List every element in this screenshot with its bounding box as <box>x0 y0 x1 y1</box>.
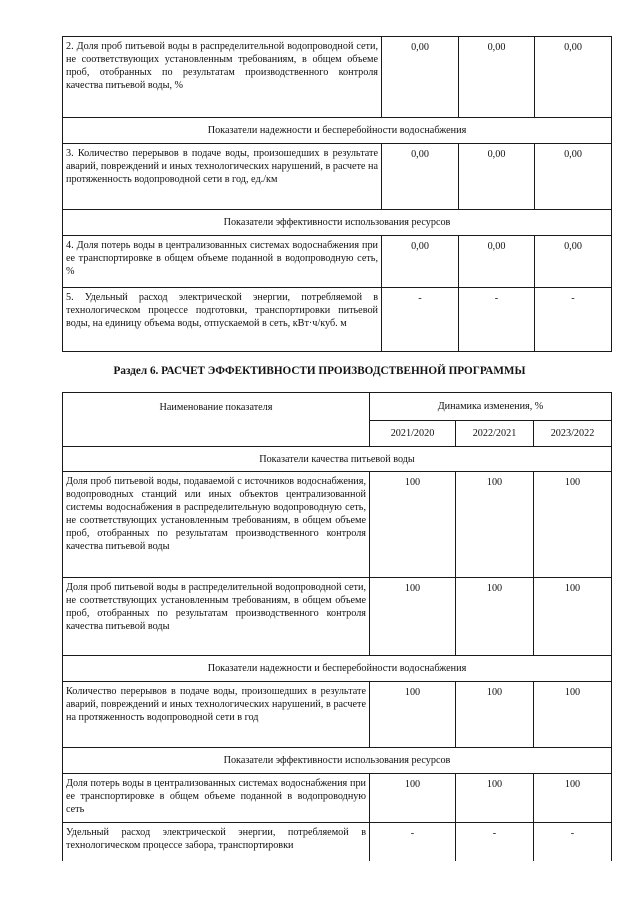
table-row <box>63 682 612 748</box>
column-header-dynamics: Динамика изменения, % <box>370 393 612 421</box>
indicator-name: 5. Удельный расход электрической энергии, потребляемой в технологическом процессе подготовки, транспортировки питьевой воды, на единицу объема воды, отпускаемой в сеть, кВт·ч/куб. м <box>63 288 382 352</box>
indicator-value: 0,00 <box>459 144 535 210</box>
table-row <box>63 37 612 118</box>
section-heading: Показатели надежности и бесперебойности водоснабжения <box>63 118 612 144</box>
section-row <box>63 210 612 236</box>
indicator-value: 0,00 <box>535 236 612 288</box>
indicator-value: 100 <box>370 682 456 748</box>
table-row <box>63 472 612 578</box>
indicator-value: 100 <box>456 578 534 656</box>
indicator-value: 100 <box>456 774 534 823</box>
table-row <box>63 144 612 210</box>
indicator-value: 0,00 <box>459 37 535 118</box>
indicator-value: 100 <box>370 472 456 578</box>
section-heading: Показатели качества питьевой воды <box>63 447 612 472</box>
indicator-value: 100 <box>456 682 534 748</box>
table-row <box>63 823 612 861</box>
indicator-value: - <box>534 823 612 861</box>
indicator-name: Доля потерь воды в централизованных системах водоснабжения при ее транспортировке в общем объеме поданной в водопроводную сеть <box>63 774 370 823</box>
year-header: 2021/2020 <box>370 421 456 447</box>
section-row <box>63 447 612 472</box>
indicator-value: - <box>456 823 534 861</box>
indicator-value: 0,00 <box>535 37 612 118</box>
indicator-name: 3. Количество перерывов в подаче воды, произошедших в результате аварий, повреждений и иных технологических нарушений, в расчете на протяженность водопроводной сети в год, ед./км <box>63 144 382 210</box>
indicator-value: 0,00 <box>535 144 612 210</box>
header-row <box>63 393 612 421</box>
indicator-value: 100 <box>534 682 612 748</box>
year-header: 2023/2022 <box>534 421 612 447</box>
indicator-value: 100 <box>370 774 456 823</box>
indicator-value: 0,00 <box>382 144 459 210</box>
section-row <box>63 118 612 144</box>
indicator-value: - <box>535 288 612 352</box>
section-heading: Показатели эффективности использования ресурсов <box>63 748 612 774</box>
indicator-name: 4. Доля потерь воды в централизованных системах водоснабжения при ее транспортировке в общем объеме поданной в водопроводную сеть, % <box>63 236 382 288</box>
indicator-value: 100 <box>370 578 456 656</box>
indicator-name: Доля проб питьевой воды в распределительной водопроводной сети, не соответствующих установленным требованиям, в общем объеме проб, отобранных по результатам производственного контроля качества питьевой воды <box>63 578 370 656</box>
indicator-name: Количество перерывов в подаче воды, произошедших в результате аварий, повреждений и иных технологических нарушений, в расчете на протяженность водопроводной сети в год <box>63 682 370 748</box>
indicator-name: Доля проб питьевой воды, подаваемой с источников водоснабжения, водопроводных станций или иных объектов централизованной системы водоснабжения в распределительную водопроводную сеть, не соответствующих установленным требованиям, в общем объеме проб, отобранных по результатам производственного контроля качества питьевой воды <box>63 472 370 578</box>
indicator-value: 0,00 <box>382 236 459 288</box>
indicator-value: 0,00 <box>382 37 459 118</box>
efficiency-table <box>62 392 612 861</box>
table-row <box>63 288 612 352</box>
section-heading: Показатели надежности и бесперебойности водоснабжения <box>63 656 612 682</box>
indicator-value: - <box>459 288 535 352</box>
indicator-value: - <box>382 288 459 352</box>
column-header-name: Наименование показателя <box>63 393 370 447</box>
indicator-value: 100 <box>456 472 534 578</box>
indicator-name: 2. Доля проб питьевой воды в распределительной водопроводной сети, не соответствующих установленным требованиям, в общем объеме проб, отобранных по результатам производственного контроля качества питьевой воды, % <box>63 37 382 118</box>
section-6-title: Раздел 6. РАСЧЕТ ЭФФЕКТИВНОСТИ ПРОИЗВОДСТВЕННОЙ ПРОГРАММЫ <box>113 365 526 377</box>
table-row <box>63 236 612 288</box>
section-row <box>63 656 612 682</box>
table-row <box>63 774 612 823</box>
year-header: 2022/2021 <box>456 421 534 447</box>
section-heading: Показатели эффективности использования ресурсов <box>63 210 612 236</box>
indicator-name: Удельный расход электрической энергии, потребляемой в технологическом процессе забора, транспортировки <box>63 823 370 861</box>
indicator-value: 100 <box>534 472 612 578</box>
indicators-table-continued <box>62 36 612 352</box>
table-row <box>63 578 612 656</box>
section-row <box>63 748 612 774</box>
indicator-value: 100 <box>534 578 612 656</box>
indicator-value: 100 <box>534 774 612 823</box>
indicator-value: - <box>370 823 456 861</box>
indicator-value: 0,00 <box>459 236 535 288</box>
